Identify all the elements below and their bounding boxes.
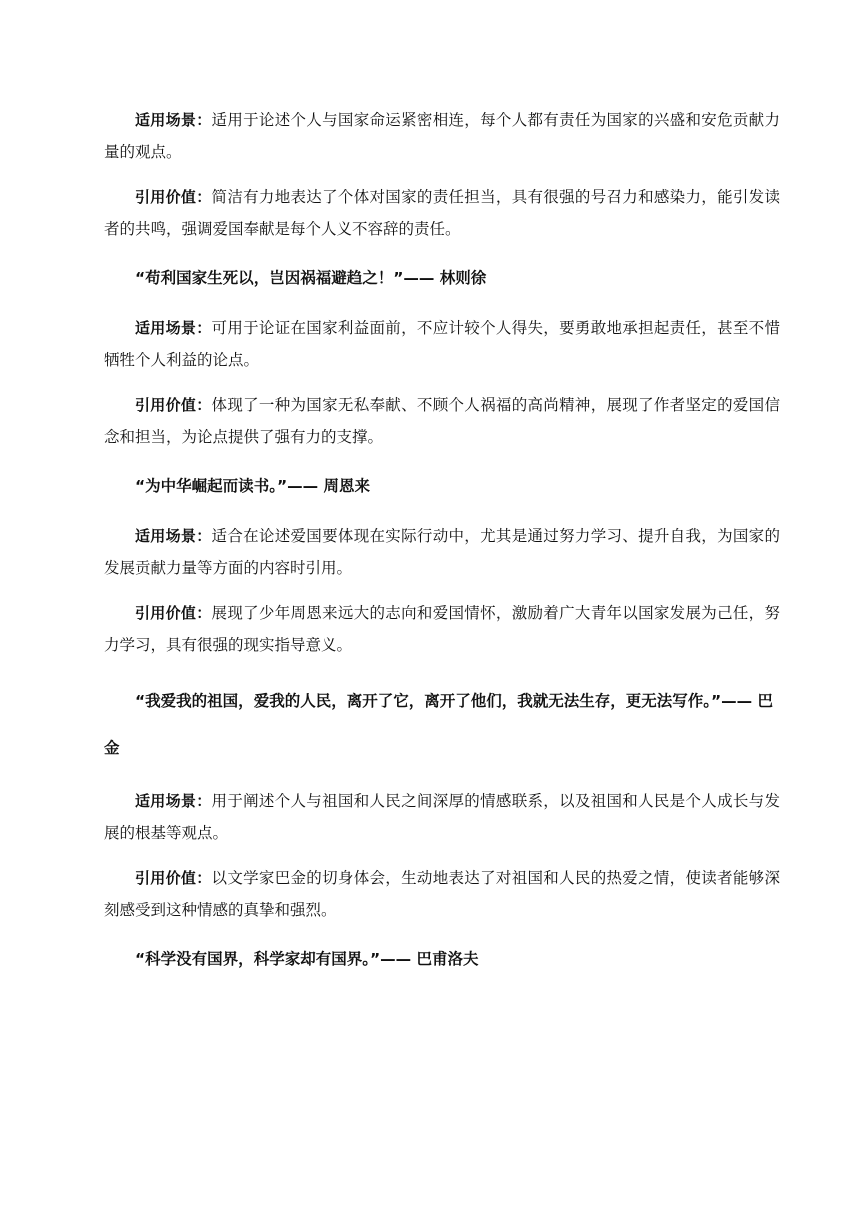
scene-label: 适用场景	[135, 792, 197, 810]
scene-paragraph	[104, 312, 780, 376]
quote-heading: “苟利国家生死以，岂因祸福避趋之！”—— 林则徐	[135, 269, 487, 287]
scene-label: 适用场景	[135, 111, 197, 129]
scene-paragraph	[104, 520, 780, 584]
value-text: 体现了一种为国家无私奉献、不顾个人祸福的高尚精神，展现了作者坚定的爱国信念和担当，为论点提供了强有力的支撑。	[104, 396, 780, 446]
scene-paragraph	[104, 104, 780, 168]
quote-heading: “为中华崛起而读书。”—— 周恩来	[135, 477, 371, 495]
value-paragraph	[104, 862, 780, 926]
value-label: 引用价值	[135, 604, 197, 622]
scene-text: 适用于论述个人与国家命运紧密相连，每个人都有责任为国家的兴盛和安危贡献力量的观点。	[104, 111, 780, 161]
label-colon: ：	[196, 869, 212, 887]
label-colon: ：	[196, 396, 212, 414]
value-label: 引用价值	[135, 869, 197, 887]
label-colon: ：	[196, 527, 212, 545]
value-paragraph	[104, 389, 780, 453]
value-paragraph	[104, 181, 780, 245]
value-label: 引用价值	[135, 188, 197, 206]
label-colon: ：	[196, 792, 212, 810]
value-paragraph	[104, 597, 780, 661]
label-colon: ：	[196, 604, 212, 622]
value-text: 展现了少年周恩来远大的志向和爱国情怀，激励着广大青年以国家发展为己任，努力学习，具有很强的现实指导意义。	[104, 604, 780, 654]
scene-paragraph	[104, 785, 780, 849]
scene-text: 可用于论证在国家利益面前，不应计较个人得失，要勇敢地承担起责任，甚至不惜牺牲个人利益的论点。	[104, 319, 780, 369]
scene-label: 适用场景	[135, 319, 197, 337]
quote-heading: “我爱我的祖国，爱我的人民，离开了它，离开了他们，我就无法生存，更无法写作。”—— 巴金	[104, 692, 774, 757]
scene-text: 适合在论述爱国要体现在实际行动中，尤其是通过努力学习、提升自我，为国家的发展贡献力量等方面的内容时引用。	[104, 527, 780, 577]
label-colon: ：	[196, 111, 212, 129]
label-colon: ：	[196, 188, 212, 206]
label-colon: ：	[196, 319, 212, 337]
scene-text: 用于阐述个人与祖国和人民之间深厚的情感联系，以及祖国和人民是个人成长与发展的根基等观点。	[104, 792, 780, 842]
value-label: 引用价值	[135, 396, 197, 414]
scene-label: 适用场景	[135, 527, 197, 545]
value-text: 以文学家巴金的切身体会，生动地表达了对祖国和人民的热爱之情，使读者能够深刻感受到这种情感的真挚和强烈。	[104, 869, 780, 919]
quote-heading: “科学没有国界，科学家却有国界。”—— 巴甫洛夫	[135, 950, 479, 968]
value-text: 简洁有力地表达了个体对国家的责任担当，具有很强的号召力和感染力，能引发读者的共鸣，强调爱国奉献是每个人义不容辞的责任。	[104, 188, 780, 238]
document-body	[104, 104, 780, 976]
